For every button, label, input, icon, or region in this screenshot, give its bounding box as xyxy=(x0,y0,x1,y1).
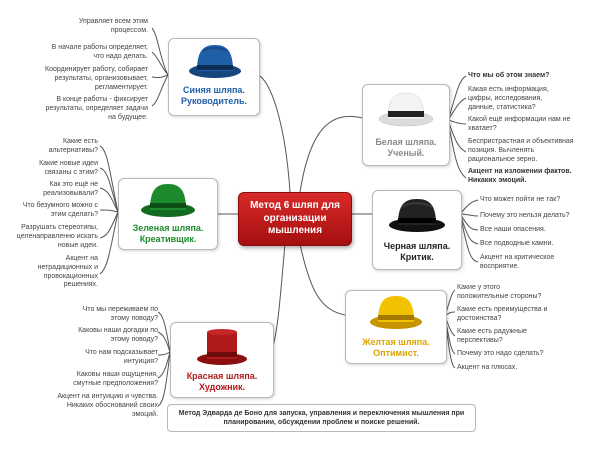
black-note-4: Все подводные камни. xyxy=(480,240,554,247)
red-note-3: Что нам подсказывает интуиция? xyxy=(85,349,158,365)
connector-center-blue xyxy=(258,75,290,192)
green-note-4: Что безумного можно с этим сделать? xyxy=(22,202,98,218)
green-note-6: Акцент на нетрадиционных и провокационных решениях. xyxy=(37,255,98,289)
red-note-5: Акцент на интуицию и чувства. Никаких обоснований своих эмоций. xyxy=(57,393,158,418)
blue-hat-node[interactable] xyxy=(168,38,260,116)
white-hat-icon xyxy=(377,89,435,129)
red-hat-label: Красная шляпа. Художник. xyxy=(186,371,258,392)
yellow-note-2: Какие есть преимущества и достоинства? xyxy=(457,306,548,322)
red-note-2: Каковы наши догадки по этому поводу? xyxy=(78,327,158,343)
red-hat-icon xyxy=(195,325,249,367)
blue-note-1: Управляет всем этим процессом. xyxy=(78,18,148,34)
yellow-note-4: Почему это надо сделать? xyxy=(457,350,544,357)
black-hat-icon xyxy=(387,195,447,235)
white-note-5: Акцент на изложении фактов. Никаких эмоций. xyxy=(468,168,572,184)
footer-caption: Метод Эдварда де Боно для запуска, управления и переключения мышления при планировании, обсуждении проблем и поиске решений. xyxy=(167,404,476,432)
black-hat-node[interactable] xyxy=(372,190,462,270)
blue-hat-label: Синяя шляпа. Руководитель. xyxy=(180,85,248,106)
black-note-1: Что может пойти не так? xyxy=(480,196,561,203)
white-note-1: Что мы об этом знаем? xyxy=(468,72,550,79)
green-hat-node[interactable] xyxy=(118,178,218,250)
white-note-2: Какая есть информация, цифры, исследования, данные, статистика? xyxy=(468,86,549,111)
blue-note-2: В начале работы определяет, что надо делать. xyxy=(51,44,148,60)
blue-note-3: Координирует работу, собирает результаты, организовывает, регламентирует. xyxy=(45,66,148,91)
yellow-hat-node[interactable] xyxy=(345,290,447,364)
green-note-1: Какие есть альтернативы? xyxy=(48,138,98,154)
green-hat-label: Зеленая шляпа. Креативщик. xyxy=(132,223,204,244)
black-note-5: Акцент на критическое восприятие. xyxy=(480,254,555,270)
red-note-4: Каковы наши ощущения, смутные предположения? xyxy=(73,371,158,387)
red-hat-node[interactable] xyxy=(170,322,274,398)
black-note-2: Почему это нельзя делать? xyxy=(480,212,570,219)
white-hat-label: Белая шляпа. Ученый. xyxy=(375,137,437,158)
black-note-3: Все наши опасения. xyxy=(480,226,546,233)
white-note-4: Беспристрастная и объективная позиция. Вычленять рациональное зерно. xyxy=(468,138,574,163)
yellow-hat-icon xyxy=(368,293,424,331)
white-note-3: Какой ещё информации нам не хватает? xyxy=(468,116,571,132)
connector-center-yellow xyxy=(300,244,345,315)
white-hat-node[interactable] xyxy=(362,84,450,166)
central-topic[interactable]: Метод 6 шляп для организации мышления xyxy=(238,192,352,246)
green-hat-icon xyxy=(139,181,197,219)
black-hat-label: Черная шляпа. Критик. xyxy=(383,241,451,262)
yellow-hat-label: Желтая шляпа. Оптимист. xyxy=(362,337,430,358)
blue-note-4: В конце работы - фиксирует результаты, определяет задачи на будущее. xyxy=(45,96,148,121)
green-note-5: Разрушать стереотипы, целенаправленно искать новые идеи. xyxy=(16,224,98,249)
connector-center-white xyxy=(300,116,362,192)
yellow-note-5: Акцент на плюсах. xyxy=(457,364,518,371)
blue-hat-icon xyxy=(187,41,243,81)
red-note-1: Что мы переживаем по этому поводу? xyxy=(82,306,158,322)
green-note-3: Как это ещё не реализовывали? xyxy=(43,181,98,197)
yellow-note-3: Какие есть радужные перспективы? xyxy=(457,328,527,344)
yellow-note-1: Какие у этого положительные стороны? xyxy=(457,284,542,300)
green-note-2: Какие новые идеи связаны с этим? xyxy=(39,160,98,176)
